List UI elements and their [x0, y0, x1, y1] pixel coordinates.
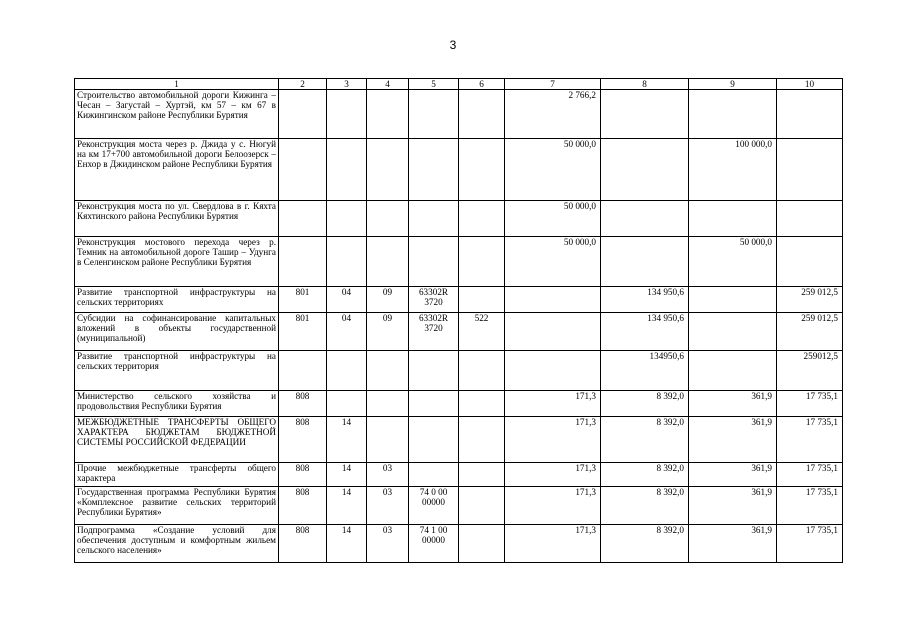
amount-cell: 361,9	[689, 463, 777, 487]
table-row	[75, 417, 843, 463]
subsection-cell	[367, 90, 409, 139]
amount-cell: 8 392,0	[601, 463, 689, 487]
row-name-cell: Развитие транспортной инфраструктуры на сельских территория	[75, 351, 279, 391]
amount-cell	[505, 287, 601, 313]
amount-cell: 134 950,6	[601, 287, 689, 313]
amount-cell	[689, 351, 777, 391]
column-header: 1	[75, 79, 279, 90]
amount-cell: 50 000,0	[505, 201, 601, 237]
amount-cell	[689, 313, 777, 351]
column-header: 5	[409, 79, 459, 90]
column-header: 3	[327, 79, 367, 90]
amount-cell: 8 392,0	[601, 391, 689, 417]
amount-cell	[777, 201, 843, 237]
page-number: 3	[449, 38, 457, 52]
subsection-cell	[367, 391, 409, 417]
expense-type-cell: 522	[459, 313, 505, 351]
target-article-cell	[409, 90, 459, 139]
table-row	[75, 237, 843, 287]
target-article-cell	[409, 463, 459, 487]
rzpr-cell	[279, 90, 327, 139]
column-header: 8	[601, 79, 689, 90]
table-row	[75, 487, 843, 525]
amount-cell: 134950,6	[601, 351, 689, 391]
amount-cell: 50 000,0	[689, 237, 777, 287]
rzpr-cell	[279, 237, 327, 287]
subsection-cell: 03	[367, 463, 409, 487]
amount-cell	[601, 237, 689, 287]
row-name-cell: Реконструкция мостового перехода через р. Темник на автомобильной дороге Ташир – Удунга в Селенгинском районе Республики Бурятия	[75, 237, 279, 287]
target-article-cell	[409, 351, 459, 391]
target-article-cell	[409, 391, 459, 417]
table-row	[75, 463, 843, 487]
amount-cell: 17 735,1	[777, 391, 843, 417]
amount-cell	[689, 90, 777, 139]
amount-cell: 171,3	[505, 463, 601, 487]
amount-cell	[505, 313, 601, 351]
subsection-cell: 03	[367, 525, 409, 563]
amount-cell: 171,3	[505, 417, 601, 463]
section-cell	[327, 391, 367, 417]
amount-cell: 259 012,5	[777, 287, 843, 313]
expense-type-cell	[459, 417, 505, 463]
rzpr-cell: 801	[279, 287, 327, 313]
expense-type-cell	[459, 139, 505, 201]
section-cell: 14	[327, 417, 367, 463]
amount-cell: 8 392,0	[601, 417, 689, 463]
column-header: 2	[279, 79, 327, 90]
target-article-cell: 74 1 00 00000	[409, 525, 459, 563]
budget-table	[74, 78, 843, 563]
section-cell: 14	[327, 463, 367, 487]
amount-cell: 17 735,1	[777, 525, 843, 563]
row-name-cell: МЕЖБЮДЖЕТНЫЕ ТРАНСФЕРТЫ ОБЩЕГО ХАРАКТЕРА БЮДЖЕТАМ БЮДЖЕТНОЙ СИСТЕМЫ РОССИЙСКОЙ ФЕДЕРАЦИИ	[75, 417, 279, 463]
row-name-cell: Государственная программа Республики Бурятия «Комплексное развитие сельских территорий Республики Бурятия»	[75, 487, 279, 525]
row-name-cell: Подпрограмма «Создание условий для обеспечения доступным и комфортным жильем сельского населения»	[75, 525, 279, 563]
section-cell	[327, 201, 367, 237]
section-cell: 04	[327, 287, 367, 313]
row-name-cell: Реконструкция моста по ул. Свердлова в г. Кяхта Кяхтинского района Республики Бурятия	[75, 201, 279, 237]
amount-cell	[777, 90, 843, 139]
section-cell: 04	[327, 313, 367, 351]
amount-cell: 50 000,0	[505, 139, 601, 201]
table-row	[75, 90, 843, 139]
amount-cell	[689, 201, 777, 237]
subsection-cell: 09	[367, 313, 409, 351]
subsection-cell: 03	[367, 487, 409, 525]
rzpr-cell	[279, 139, 327, 201]
column-header: 10	[777, 79, 843, 90]
amount-cell: 171,3	[505, 525, 601, 563]
rzpr-cell: 808	[279, 487, 327, 525]
row-name-cell: Реконструкция моста через р. Джида у с. Нюгуй на км 17+700 автомобильной дороги Белоозерск – Енхор в Джидинском районе Республики Бурятия	[75, 139, 279, 201]
rzpr-cell	[279, 351, 327, 391]
table-row	[75, 287, 843, 313]
column-header: 4	[367, 79, 409, 90]
rzpr-cell	[279, 201, 327, 237]
section-cell	[327, 351, 367, 391]
subsection-cell	[367, 351, 409, 391]
expense-type-cell	[459, 90, 505, 139]
subsection-cell	[367, 139, 409, 201]
expense-type-cell	[459, 463, 505, 487]
section-cell: 14	[327, 487, 367, 525]
amount-cell: 17 735,1	[777, 417, 843, 463]
target-article-cell: 63302R 3720	[409, 287, 459, 313]
rzpr-cell: 808	[279, 417, 327, 463]
amount-cell	[601, 90, 689, 139]
amount-cell	[777, 237, 843, 287]
subsection-cell: 09	[367, 287, 409, 313]
section-cell	[327, 139, 367, 201]
section-cell	[327, 237, 367, 287]
rzpr-cell: 801	[279, 313, 327, 351]
amount-cell	[777, 139, 843, 201]
target-article-cell	[409, 417, 459, 463]
target-article-cell: 74 0 00 00000	[409, 487, 459, 525]
amount-cell: 50 000,0	[505, 237, 601, 287]
amount-cell	[505, 351, 601, 391]
expense-type-cell	[459, 525, 505, 563]
table-row	[75, 391, 843, 417]
row-name-cell: Развитие транспортной инфраструктуры на сельских территориях	[75, 287, 279, 313]
amount-cell	[601, 201, 689, 237]
table-row	[75, 201, 843, 237]
rzpr-cell: 808	[279, 391, 327, 417]
column-header: 7	[505, 79, 601, 90]
section-cell: 14	[327, 525, 367, 563]
amount-cell: 171,3	[505, 487, 601, 525]
expense-type-cell	[459, 201, 505, 237]
table-header-row	[75, 79, 843, 90]
subsection-cell	[367, 237, 409, 287]
amount-cell: 17 735,1	[777, 463, 843, 487]
row-name-cell: Строительство автомобильной дороги Кижинга – Чесан – Загустай – Хуртэй, км 57 – км 67 в Кижингинском районе Республики Бурятия	[75, 90, 279, 139]
amount-cell	[601, 139, 689, 201]
amount-cell: 259012,5	[777, 351, 843, 391]
expense-type-cell	[459, 287, 505, 313]
column-header: 6	[459, 79, 505, 90]
amount-cell: 259 012,5	[777, 313, 843, 351]
table-row	[75, 525, 843, 563]
table-row	[75, 139, 843, 201]
amount-cell: 361,9	[689, 487, 777, 525]
rzpr-cell: 808	[279, 525, 327, 563]
target-article-cell	[409, 201, 459, 237]
row-name-cell: Субсидии на софинансирование капитальных вложений в объекты государственной (муниципальной)	[75, 313, 279, 351]
section-cell	[327, 90, 367, 139]
amount-cell: 2 766,2	[505, 90, 601, 139]
expense-type-cell	[459, 237, 505, 287]
expense-type-cell	[459, 351, 505, 391]
row-name-cell: Министерство сельского хозяйства и продовольствия Республики Бурятия	[75, 391, 279, 417]
subsection-cell	[367, 201, 409, 237]
amount-cell: 8 392,0	[601, 487, 689, 525]
row-name-cell: Прочие межбюджетные трансферты общего характера	[75, 463, 279, 487]
amount-cell: 361,9	[689, 525, 777, 563]
target-article-cell	[409, 237, 459, 287]
table-row	[75, 313, 843, 351]
amount-cell: 171,3	[505, 391, 601, 417]
rzpr-cell: 808	[279, 463, 327, 487]
target-article-cell: 63302R 3720	[409, 313, 459, 351]
target-article-cell	[409, 139, 459, 201]
expense-type-cell	[459, 487, 505, 525]
expense-type-cell	[459, 391, 505, 417]
amount-cell: 361,9	[689, 417, 777, 463]
table-row	[75, 351, 843, 391]
amount-cell: 8 392,0	[601, 525, 689, 563]
amount-cell: 361,9	[689, 391, 777, 417]
amount-cell	[689, 287, 777, 313]
amount-cell: 134 950,6	[601, 313, 689, 351]
subsection-cell	[367, 417, 409, 463]
amount-cell: 17 735,1	[777, 487, 843, 525]
amount-cell: 100 000,0	[689, 139, 777, 201]
column-header: 9	[689, 79, 777, 90]
